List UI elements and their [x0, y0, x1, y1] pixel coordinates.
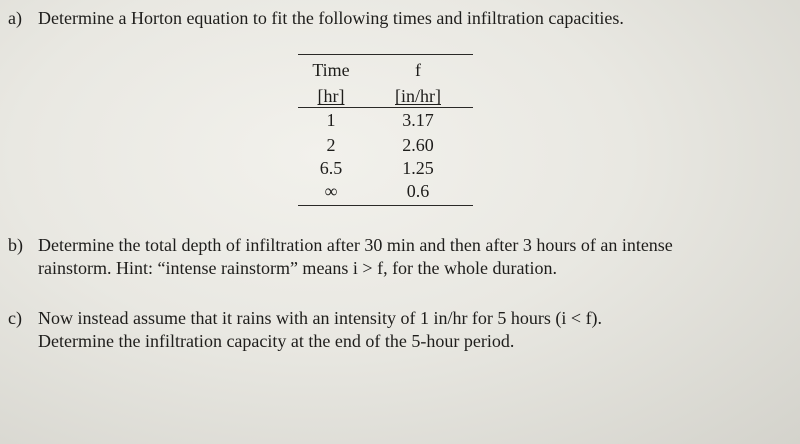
- table-header-rule: [298, 107, 473, 108]
- table-cell-time: 6.5: [319, 158, 343, 178]
- table-cell-f: 0.6: [406, 181, 430, 201]
- question-c-text-line1: Now instead assume that it rains with an intensity of 1 in/hr for 5 hours (i < f).: [38, 308, 603, 328]
- table-cell-time: 2: [326, 135, 336, 155]
- table-top-rule: [298, 54, 473, 55]
- table-cell-f: 1.25: [402, 158, 434, 178]
- question-b-text-line1: Determine the total depth of infiltration after 30 min and then after 3 hours of an intense: [38, 235, 673, 255]
- header-time-unit: [hr]: [317, 86, 345, 106]
- table-cell-f: 3.17: [402, 110, 434, 130]
- question-a: [8, 7, 624, 29]
- table-cell-time: 1: [326, 110, 336, 130]
- question-c-label: c): [8, 308, 22, 328]
- header-f: f: [415, 60, 421, 80]
- table-bottom-rule: [298, 205, 473, 206]
- question-b-label: b): [8, 235, 23, 255]
- question-a-label: a): [8, 8, 22, 28]
- table-cell-f: 2.60: [402, 135, 434, 155]
- header-f-unit: [in/hr]: [395, 86, 441, 106]
- question-c: [8, 307, 602, 329]
- header-time: Time: [312, 60, 350, 80]
- question-a-text: Determine a Horton equation to fit the following times and infiltration capacities.: [38, 8, 624, 28]
- question-b: [8, 234, 673, 256]
- question-c-text-line2: Determine the infiltration capacity at the end of the 5-hour period.: [38, 331, 515, 351]
- table-cell-time: ∞: [324, 181, 338, 201]
- question-b-text-line2: rainstorm. Hint: “intense rainstorm” means i > f, for the whole duration.: [38, 258, 558, 278]
